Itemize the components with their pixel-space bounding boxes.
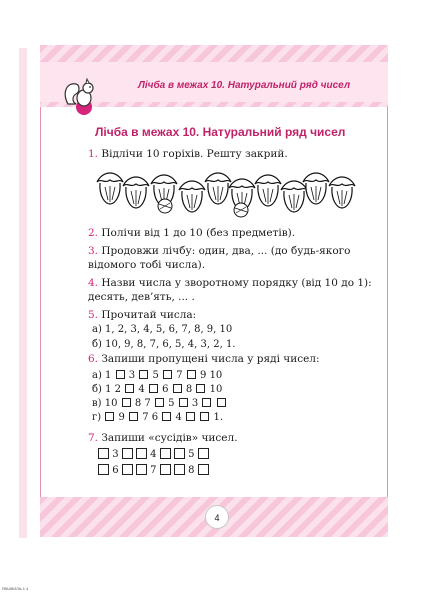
answer-box[interactable] <box>125 384 134 393</box>
task-7-row-1 <box>98 448 209 462</box>
task-6-row-c <box>92 397 227 411</box>
row-value: 4 <box>150 449 157 460</box>
answer-box[interactable] <box>129 412 138 421</box>
task-1 <box>88 147 288 161</box>
answer-box[interactable] <box>105 412 114 421</box>
task-number: 5. <box>88 309 99 321</box>
task-6 <box>88 352 320 366</box>
answer-box[interactable] <box>162 412 171 421</box>
running-header-title: Лічба в межах 10. Натуральний ряд чисел <box>138 80 351 91</box>
row-value: 10 <box>209 384 223 395</box>
task-7-row-2 <box>98 464 209 478</box>
answer-box[interactable] <box>186 412 195 421</box>
task-text: Запиши пропущені числа у ряді чисел: <box>98 353 320 365</box>
row-value: 8 <box>185 384 193 395</box>
task-text: Відлічи 10 горіхів. Решту закрий. <box>98 148 288 160</box>
answer-box[interactable] <box>196 384 205 393</box>
task-7 <box>88 431 238 445</box>
page-number: 4 <box>205 505 229 529</box>
answer-box[interactable] <box>200 412 209 421</box>
row-value: 5 <box>188 449 195 460</box>
row-label: а) 1 <box>92 370 112 381</box>
task-2 <box>88 226 295 240</box>
row-value: 9 <box>118 412 125 423</box>
answer-box[interactable] <box>174 448 185 459</box>
answer-box[interactable] <box>122 448 133 459</box>
row-value: 8 <box>188 465 195 476</box>
task-number: 4. <box>88 277 99 289</box>
row-value: 5 <box>152 370 159 381</box>
answer-box[interactable] <box>136 464 147 475</box>
hazelnuts-illustration <box>95 168 357 222</box>
answer-box[interactable] <box>149 384 158 393</box>
answer-box[interactable] <box>202 398 211 407</box>
answer-box[interactable] <box>217 398 226 407</box>
task-5-row-b: б) 10, 9, 8, 7, 6, 5, 4, 3, 2, 1. <box>92 339 236 350</box>
task-number: 2. <box>88 227 99 239</box>
row-value: 3 <box>112 449 119 460</box>
row-value: 6 <box>162 384 169 395</box>
task-text-line1: Назви числа у зворотному порядку (від 10 до 1): <box>98 277 372 289</box>
footer-code: ЯКШКИЛА-1 4 <box>2 586 29 591</box>
answer-box[interactable] <box>160 448 171 459</box>
task-number: 6. <box>88 353 99 365</box>
answer-box[interactable] <box>173 384 182 393</box>
answer-box[interactable] <box>198 448 209 459</box>
answer-box[interactable] <box>98 464 109 475</box>
row-value: 4 <box>138 384 145 395</box>
row-value: 9 10 <box>200 370 223 381</box>
answer-box[interactable] <box>98 448 109 459</box>
row-label: в) 10 <box>92 398 118 409</box>
answer-box[interactable] <box>198 464 209 475</box>
answer-box[interactable] <box>187 370 196 379</box>
answer-box[interactable] <box>139 370 148 379</box>
answer-box[interactable] <box>174 464 185 475</box>
task-text-line1: Продовжи лічбу: один, два, ... (до будь-якого <box>98 245 351 257</box>
answer-box[interactable] <box>179 398 188 407</box>
answer-box[interactable] <box>160 464 171 475</box>
task-text: Полічи від 1 до 10 (без предметів). <box>98 227 296 239</box>
task-number: 7. <box>88 432 99 444</box>
task-number: 3. <box>88 245 99 257</box>
task-6-row-d <box>92 411 223 425</box>
task-5 <box>88 308 196 322</box>
answer-box[interactable] <box>155 398 164 407</box>
task-6-row-b <box>92 383 222 397</box>
answer-box[interactable] <box>136 448 147 459</box>
row-value: 3 <box>191 398 199 409</box>
answer-box[interactable] <box>122 398 131 407</box>
row-value: 1. <box>213 412 224 423</box>
row-value: 4 <box>175 412 182 423</box>
row-label: г) <box>92 412 102 423</box>
task-5-row-a: а) 1, 2, 3, 4, 5, 6, 7, 8, 9, 10 <box>92 324 233 335</box>
task-3 <box>88 244 351 258</box>
task-3-line2: відомого тобі числа). <box>88 259 206 271</box>
row-value: 7 <box>150 465 157 476</box>
row-label: б) 1 2 <box>92 384 122 395</box>
answer-box[interactable] <box>116 370 125 379</box>
answer-box[interactable] <box>122 464 133 475</box>
task-4-line2: десять, дев’ять, ... . <box>88 291 195 303</box>
task-6-row-a <box>92 369 222 383</box>
row-value: 6 <box>112 465 119 476</box>
row-value: 7 6 <box>142 412 159 423</box>
page-title: Лічба в межах 10. Натуральний ряд чисел <box>95 125 346 139</box>
row-value: 8 7 <box>134 398 151 409</box>
row-value: 5 <box>168 398 175 409</box>
left-margin-strip <box>19 48 27 538</box>
answer-box[interactable] <box>163 370 172 379</box>
task-text: Прочитай числа: <box>98 309 197 321</box>
task-text: Запиши «сусідів» чисел. <box>98 432 238 444</box>
task-number: 1. <box>88 148 99 160</box>
row-value: 7 <box>176 370 183 381</box>
row-value: 3 <box>128 370 136 381</box>
task-4 <box>88 276 372 290</box>
